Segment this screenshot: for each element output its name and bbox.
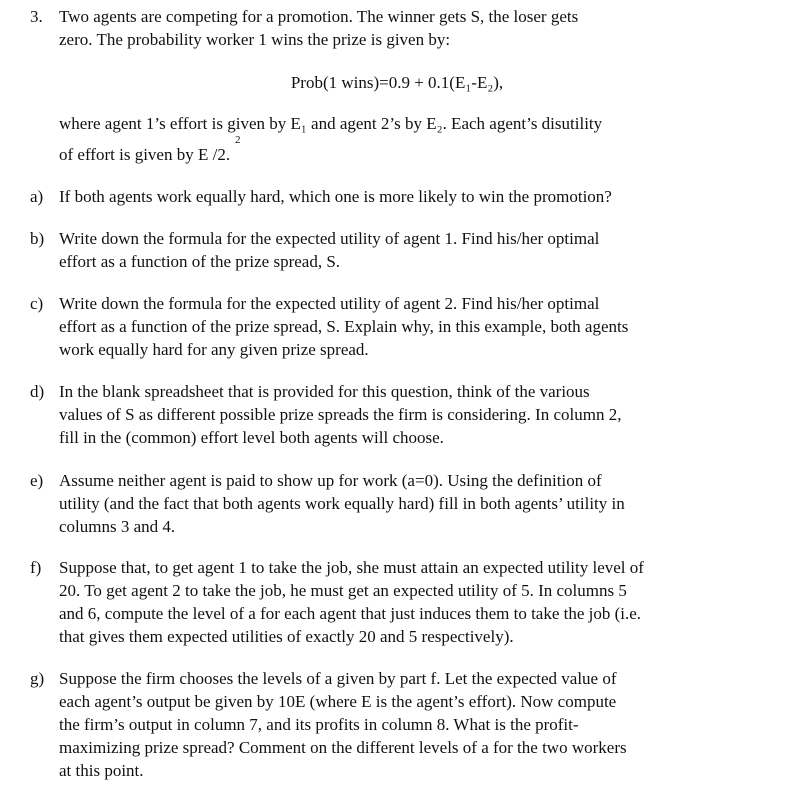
part-b-label: b)	[30, 229, 45, 248]
part-e-line: columns 3 and 4.	[59, 517, 176, 536]
part-g-label: g)	[30, 669, 45, 688]
part-d-label: d)	[30, 382, 45, 401]
part-f-line: 20. To get agent 2 to take the job, he must get an expected utility of 5. In columns 5	[59, 581, 627, 600]
question-intro-line-4: of effort is given by E /2.	[59, 145, 231, 164]
part-g-line: each agent’s output be given by 10E (where E is the agent’s effort). Now compute	[59, 692, 617, 711]
part-g-line: maximizing prize spread? Comment on the different levels of a for the two workers	[59, 738, 627, 757]
part-d-line: In the blank spreadsheet that is provided for this question, think of the various	[59, 382, 590, 401]
part-c-line: work equally hard for any given prize spread.	[59, 340, 369, 359]
exponent-superscript: 2	[235, 134, 241, 146]
part-c-line: Write down the formula for the expected utility of agent 2. Find his/her optimal	[59, 294, 600, 313]
part-a-line: If both agents work equally hard, which one is more likely to win the promotion?	[59, 187, 612, 206]
question-intro-line-2: zero. The probability worker 1 wins the prize is given by:	[59, 30, 451, 49]
part-f-line: and 6, compute the level of a for each agent that just induces them to take the job (i.e.	[59, 604, 642, 623]
part-c-label: c)	[30, 294, 44, 313]
part-f-label: f)	[30, 558, 42, 577]
part-d-line: fill in the (common) effort level both agents will choose.	[59, 428, 444, 447]
question-intro-line-3: where agent 1’s effort is given by E₁ and agent 2’s by E₂. Each agent’s disutility	[59, 114, 603, 133]
part-e-line: utility (and the fact that both agents work equally hard) fill in both agents’ utility in	[59, 494, 625, 513]
question-intro-line-1: Two agents are competing for a promotion. The winner gets S, the loser gets	[59, 7, 579, 26]
part-e-line: Assume neither agent is paid to show up for work (a=0). Using the definition of	[59, 471, 602, 490]
probability-formula: Prob(1 wins)=0.9 + 0.1(E₁-E₂),	[290, 73, 504, 92]
part-d-line: values of S as different possible prize spreads the firm is considering. In column 2,	[59, 405, 622, 424]
part-b-line: effort as a function of the prize spread, S.	[59, 252, 341, 271]
part-f-line: that gives them expected utilities of exactly 20 and 5 respectively).	[59, 627, 514, 646]
part-a-label: a)	[30, 187, 44, 206]
part-g-line: Suppose the firm chooses the levels of a given by part f. Let the expected value of	[59, 669, 617, 688]
part-g-line: at this point.	[59, 761, 144, 780]
part-f-line: Suppose that, to get agent 1 to take the job, she must attain an expected utility level of	[59, 558, 644, 577]
part-b-line: Write down the formula for the expected utility of agent 1. Find his/her optimal	[59, 229, 600, 248]
part-g-line: the firm’s output in column 7, and its profits in column 8. What is the profit-	[59, 715, 579, 734]
question-number: 3.	[30, 7, 43, 26]
part-e-label: e)	[30, 471, 44, 490]
part-c-line: effort as a function of the prize spread, S. Explain why, in this example, both agents	[59, 317, 629, 336]
